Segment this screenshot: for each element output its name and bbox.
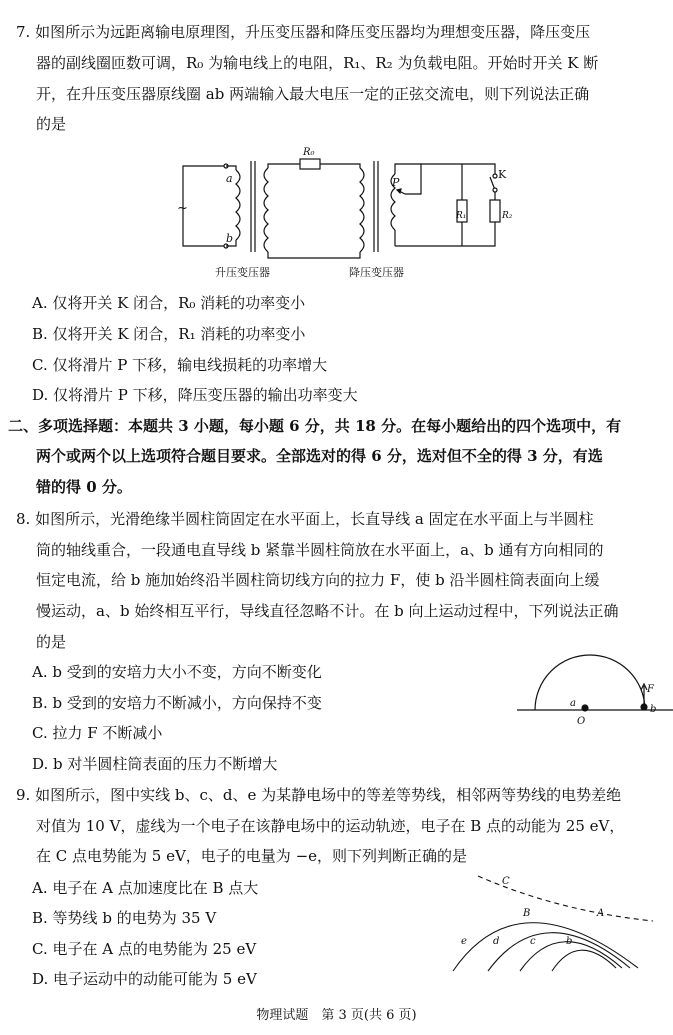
q9-option-a: A. 电子在 A 点加速度比在 B 点大 [32, 879, 259, 897]
resistor-R2 [490, 200, 500, 222]
stepup-primary-coil [236, 170, 240, 240]
q8-option-b: B. b 受到的安培力不断减小，方向保持不变 [32, 694, 322, 712]
q9-stem-line-3: 在 C 点电势能为 5 eV，电子的电量为 −e，则下列判断正确的是 [36, 847, 468, 865]
label-P: P [392, 176, 400, 189]
label-b: b [650, 704, 657, 715]
wire-a [582, 705, 588, 711]
transmission-line-top [268, 164, 360, 168]
q8-stem-line-4: 慢运动，a、b 始终相互平行，导线直径忽略不计。在 b 向上运动过程中，下列说法正确 [36, 602, 619, 620]
q7-option-c: C. 仅将滑片 P 下移，输电线损耗的功率增大 [32, 356, 328, 374]
load-wire-top [405, 164, 495, 194]
q7-option-a: A. 仅将开关 K 闭合，R₀ 消耗的功率变小 [32, 294, 306, 312]
q9-option-c: C. 电子在 A 点的电势能为 25 eV [32, 940, 257, 958]
label-b: b [226, 232, 234, 245]
section2-line-2: 两个或两个以上选项符合题目要求。全部选对的得 6 分，选对但不全的得 3 分，有选 [36, 447, 603, 465]
q8-stem-line-3: 恒定电流，给 b 施加始终沿半圆柱筒切线方向的拉力 F，使 b 沿半圆柱筒表面向上缓 [36, 571, 600, 589]
caption-step-up: 升压变压器 [215, 266, 270, 279]
source-wire [183, 166, 226, 246]
q9-option-b: B. 等势线 b 的电势为 35 V [32, 909, 217, 927]
equipotential-b [552, 950, 616, 971]
label-K: K [498, 168, 507, 181]
label-b: b [566, 936, 573, 947]
q8-stem-line-5: 的是 [36, 633, 67, 651]
q8-option-a: A. b 受到的安培力大小不变，方向不断变化 [32, 663, 322, 681]
caption-step-down: 降压变压器 [349, 266, 404, 279]
label-d: d [493, 936, 500, 947]
q7-stem-line-3: 开，在升压变压器原线圈 ab 两端输入最大电压一定的正弦交流电，则下列说法正确 [36, 85, 590, 103]
wire-b [641, 704, 647, 710]
label-F: F [647, 684, 654, 695]
q7-circuit-figure [0, 146, 673, 286]
label-e: e [461, 936, 467, 947]
stepdown-primary-coil [360, 168, 364, 252]
q8-option-c: C. 拉力 F 不断减小 [32, 724, 163, 742]
q7-option-d: D. 仅将滑片 P 下移，降压变压器的输出功率变大 [32, 386, 358, 404]
q8-stem-line-1: 8. 如图所示，光滑绝缘半圆柱筒固定在水平面上，长直导线 a 固定在水平面上与半圆柱 [16, 510, 594, 528]
q9-option-d: D. 电子运动中的动能可能为 5 eV [32, 970, 257, 988]
label-a: a [570, 698, 576, 709]
q7-stem-line-1: 7. 如图所示为远距离输电原理图，升压变压器和降压变压器均为理想变压器，降压变压 [16, 23, 591, 41]
ac-source-icon: ~ [177, 201, 188, 216]
q7-stem-line-2: 器的副线圈匝数可调，R₀ 为输电线上的电阻，R₁、R₂ 为负载电阻。开始时开关 K 断 [36, 54, 599, 72]
q9-stem-line-2: 对值为 10 V，虚线为一个电子在该静电场中的运动轨迹，电子在 B 点的动能为 25 eV， [36, 817, 625, 835]
resistor-R0 [300, 159, 320, 169]
section2-line-3: 错的得 0 分。 [36, 478, 132, 496]
equipotential-d [488, 933, 630, 971]
q8-option-d: D. b 对半圆柱筒表面的压力不断增大 [32, 755, 278, 773]
label-R1: R₁ [456, 211, 467, 221]
label-R0: R₀ [303, 147, 315, 158]
q7-option-b: B. 仅将开关 K 闭合，R₁ 消耗的功率变小 [32, 325, 306, 343]
stepup-secondary-coil [264, 168, 268, 252]
q7-stem-line-4: 的是 [36, 115, 67, 133]
q8-semicylinder-figure [505, 654, 673, 734]
label-A: A [597, 908, 605, 919]
q9-stem-line-1: 9. 如图所示，图中实线 b、c、d、e 为某静电场中的等差等势线，相邻两等势线的电势差绝 [16, 786, 622, 804]
label-a: a [226, 172, 233, 185]
label-O: O [577, 716, 586, 727]
transmission-line-bottom [268, 252, 360, 258]
q9-equipotential-figure [448, 866, 658, 976]
label-B: B [523, 908, 531, 919]
label-C: C [502, 876, 510, 887]
semicylinder-arc [535, 655, 645, 710]
page-footer: 物理试题 第 3 页(共 6 页) [256, 1008, 417, 1023]
label-R2: R₂ [502, 211, 513, 221]
section2-line-1: 二、多项选择题：本题共 3 小题，每小题 6 分，共 18 分。在每小题给出的四个选项中，有 [8, 417, 622, 435]
label-c: c [530, 936, 536, 947]
load-wire-bottom [395, 234, 495, 246]
q8-stem-line-2: 筒的轴线重合，一段通电直导线 b 紧靠半圆柱筒放在水平面上，a、b 通有方向相同的 [36, 541, 604, 559]
